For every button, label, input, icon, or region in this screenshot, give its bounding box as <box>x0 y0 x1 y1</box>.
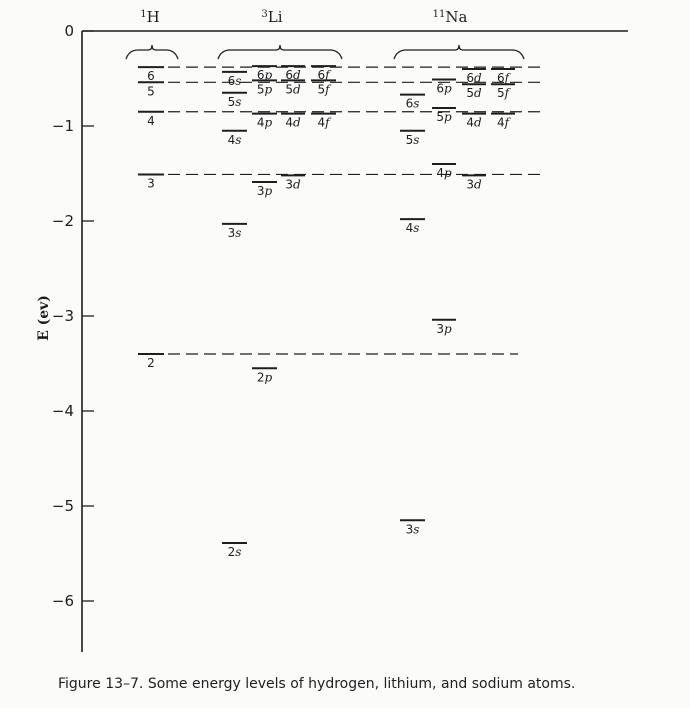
level-label-Li-6p: 6p <box>256 68 273 83</box>
level-label-Na-6p: 6p <box>436 81 452 96</box>
level-label-Na-4p: 4p <box>436 166 452 180</box>
level-label-Na-6d: 6d <box>466 71 482 85</box>
level-label-Li-2s: 2s <box>227 545 242 560</box>
level-label-H-6: 6 <box>147 69 155 84</box>
level-label-Li-4s: 4s <box>227 132 242 147</box>
level-label-Li-5f: 5f <box>317 82 330 97</box>
level-label-Li-4p: 4p <box>256 115 273 130</box>
brace-Na <box>394 45 524 59</box>
y-tick-label: −1 <box>51 117 74 135</box>
level-label-Li-6d: 6d <box>285 68 301 83</box>
figure-caption: Figure 13–7. Some energy levels of hydrogen, lithium, and sodium atoms. <box>58 676 576 692</box>
level-label-Li-4d: 4d <box>285 115 301 130</box>
y-tick-label: −4 <box>51 402 74 420</box>
level-label-Li-3p: 3p <box>256 184 273 199</box>
level-label-Li-6f: 6f <box>317 68 330 83</box>
y-tick-label: −3 <box>51 307 74 325</box>
level-label-Na-4d: 4d <box>466 115 482 130</box>
level-label-H-2: 2 <box>147 356 155 370</box>
level-label-Li-2p: 2p <box>256 370 273 385</box>
level-label-Na-5f: 5f <box>496 86 510 101</box>
atom-header-Na: $^{11}$Na <box>432 8 468 26</box>
level-label-H-4: 4 <box>147 113 155 128</box>
level-label-Na-6s: 6s <box>405 96 420 111</box>
brace-H <box>126 45 178 59</box>
level-label-Li-5s: 5s <box>227 94 242 109</box>
y-tick-label: −6 <box>51 592 74 610</box>
level-label-Li-4f: 4f <box>317 115 330 130</box>
level-label-Li-5p: 5p <box>256 82 273 97</box>
y-tick-label: −2 <box>51 212 74 230</box>
level-label-Na-5d: 5d <box>466 86 482 101</box>
level-label-Na-4f: 4f <box>496 115 510 130</box>
level-label-H-3: 3 <box>147 176 155 191</box>
y-tick-label: −5 <box>51 497 74 515</box>
y-tick-label: 0 <box>64 22 74 40</box>
level-label-Li-3d: 3d <box>285 177 301 192</box>
level-label-Na-6f: 6f <box>496 71 510 85</box>
atom-header-Li: $^3$Li <box>261 8 283 26</box>
atom-header-H: $^1$H <box>140 8 160 26</box>
y-axis-label: E (ev) <box>36 295 52 341</box>
level-label-Na-5s: 5s <box>405 132 420 147</box>
level-label-Na-3d: 3d <box>466 177 482 192</box>
level-label-Na-5p: 5p <box>436 109 452 124</box>
level-label-Li-5d: 5d <box>285 82 301 97</box>
level-label-Na-3s: 3s <box>405 522 420 537</box>
level-label-Na-3p: 3p <box>436 321 452 336</box>
level-label-H-5: 5 <box>147 84 155 99</box>
level-label-Na-4s: 4s <box>405 221 420 236</box>
level-label-Li-6s: 6s <box>227 73 242 88</box>
level-label-Li-3s: 3s <box>227 225 242 240</box>
brace-Li <box>218 45 342 59</box>
